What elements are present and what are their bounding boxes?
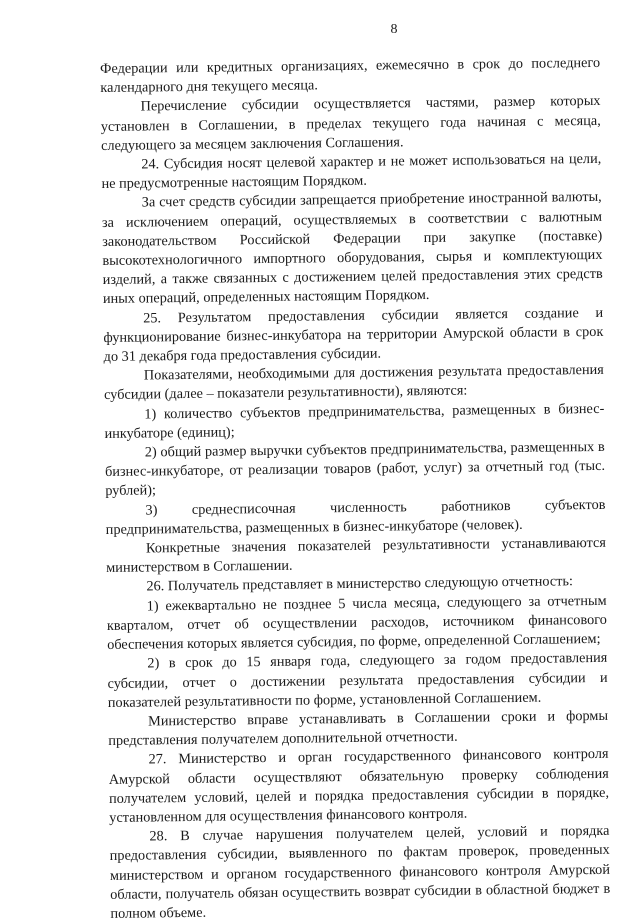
- paragraph: Конкретные значения показателей результативности устанавливаются министерством в Соглашении.: [106, 534, 607, 577]
- paragraph: 2) в срок до 15 января года, следующего за годом предоставления субсидии, отчет о достижении результата предоставления субсидии и показателей результативности по форме, установленной Соглашением.: [107, 650, 608, 711]
- document-body: [100, 54, 611, 924]
- paragraph: 25. Результатом предоставления субсидии является создание и функционирование бизнес-инкубатора на территории Амурской области в срок до 31 декабря года предоставления субсидии.: [103, 304, 604, 366]
- paragraph: 2) общий размер выручки субъектов предпринимательства, размещенных в бизнес-инкубаторе, от реализации товаров (работ, услуг) за отчетный год (тыс. рублей);: [104, 438, 606, 500]
- paragraph: 1) ежеквартально не позднее 5 числа месяца, следующего за отчетным кварталом, отчет об осуществлении расходов, источником финансового обеспечения которых является субсидия, по форме, определенной Соглашением;: [106, 592, 607, 654]
- paragraph: 26. Получатель представляет в министерство следующую отчетность:: [146, 573, 574, 595]
- page-number: 8: [390, 22, 398, 37]
- paragraph: 1) количество субъектов предпринимательства, размещенных в бизнес-инкубаторе (единиц);: [104, 400, 605, 442]
- paragraph: 28. В случае нарушения получателем целей, условий и порядка предоставления субсидии, выявленного по фактам проверок, проведенных министерством и органом государственного финансового контроля Амурской области, получатель обязан осуществить возврат субсидии в областной бюджет в полном объеме.: [109, 822, 611, 922]
- paragraph: 24. Субсидия носят целевой характер и не может использоваться на цели, не предусмотренные настоящим Порядком.: [101, 150, 602, 193]
- paragraph: Министерство вправе устанавливать в Соглашении сроки и формы представления получателем дополнительной отчетности.: [108, 707, 609, 750]
- paragraph: Показателями, необходимыми для достижения результата предоставления субсидии (далее – показатели результативности), являются:: [104, 362, 604, 404]
- paragraph: Перечисление субсидии осуществляется частями, размер которых установлен в Соглашении, в пределах текущего года начиная с месяца, следующего за месяцем заключения Соглашения.: [100, 93, 601, 154]
- paragraph: За счет средств субсидии запрещается приобретение иностранной валюты, за исключением операций, осуществляемых в соответствии с валютным законодательством Российской Федерации при закупке (поставке) высокотехнологичного импортного оборудования, сырья и комплектующих изделий, а также связанных с достижением целей предоставления этих средств иных операций, определенных настоящим Порядком.: [101, 189, 603, 308]
- paragraph: 3) среднесписочная численность работников субъектов предпринимательства, размещенных в бизнес-инкубаторе (человек).: [105, 496, 606, 538]
- paragraph: 27. Министерство и орган государственного финансового контроля Амурской области осуществляют обязательную проверку соблюдения получателем условий, целей и порядка предоставления субсидии в порядке, установленном для осуществления финансового контроля.: [108, 746, 610, 826]
- paragraph: Федерации или кредитных организациях, ежемесячно в срок до последнего календарного дня текущего месяца.: [100, 54, 601, 97]
